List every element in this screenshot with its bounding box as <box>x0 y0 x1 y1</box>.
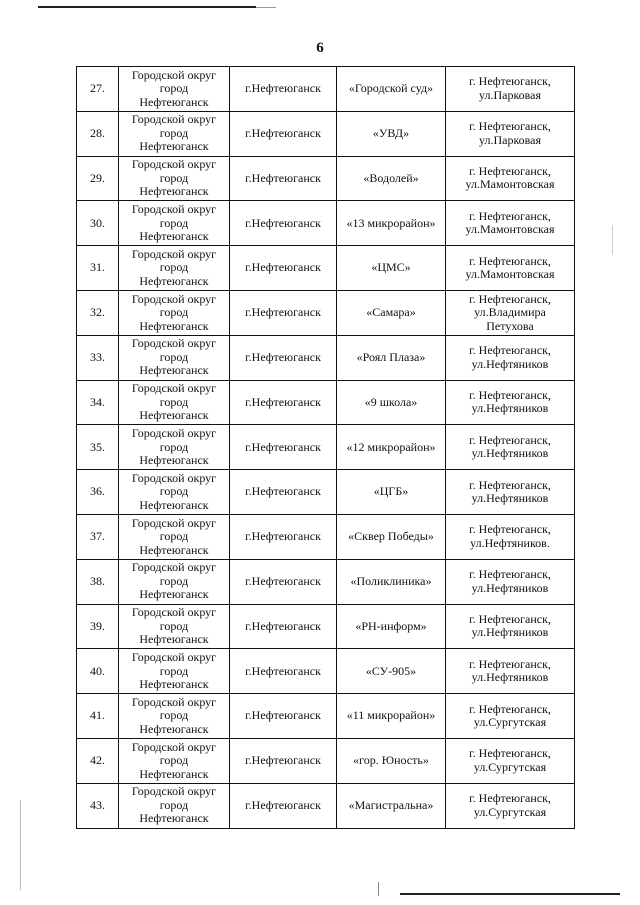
row-number-cell: 38. <box>77 559 119 604</box>
municipality-cell <box>119 111 230 156</box>
address-line: ул.Нефтяников <box>471 491 549 506</box>
stop-name-cell: «СУ-905» <box>337 649 446 694</box>
stop-name-cell: «Магистральна» <box>337 783 446 828</box>
address-line: г. Нефтеюганск, <box>469 119 551 134</box>
municipality-cell <box>119 514 230 559</box>
municipality-line: Городской округ <box>131 202 217 217</box>
municipality-line: Нефтеюганск <box>139 811 209 826</box>
stop-name-cell: «12 микрорайон» <box>337 425 446 470</box>
address-cell <box>446 425 575 470</box>
table-row <box>77 604 575 649</box>
stop-name-cell: «Самара» <box>337 290 446 335</box>
row-number-cell: 34. <box>77 380 119 425</box>
municipality-line: Нефтеюганск <box>139 677 209 691</box>
municipality-line: город <box>159 797 189 812</box>
table-row <box>77 67 575 112</box>
municipality-line: город <box>159 663 189 678</box>
table-row <box>77 290 575 335</box>
municipality-line: Городской округ <box>131 426 217 441</box>
address-line: г. Нефтеюганск, <box>469 432 551 447</box>
address-cell <box>446 380 575 425</box>
stops-table <box>76 66 575 829</box>
table-row <box>77 246 575 291</box>
table-row <box>77 380 575 425</box>
municipality-line: город <box>159 484 189 499</box>
stop-name-cell: «гор. Юность» <box>337 738 446 783</box>
row-number-cell: 36. <box>77 470 119 515</box>
settlement-cell: г.Нефтеюганск <box>230 111 337 156</box>
address-line: ул.Нефтяников <box>471 356 549 371</box>
address-line: ул.Нефтяников <box>471 670 549 685</box>
row-number-cell: 33. <box>77 335 119 380</box>
municipality-line: Нефтеюганск <box>139 632 209 647</box>
municipality-line: Городской округ <box>131 381 217 396</box>
address-line: ул.Нефтяников <box>471 446 549 461</box>
address-line: г. Нефтеюганск, <box>469 701 551 716</box>
municipality-line: Нефтеюганск <box>139 273 209 288</box>
municipality-line: Нефтеюганск <box>139 229 209 244</box>
address-cell <box>446 156 575 201</box>
municipality-cell <box>119 783 230 828</box>
municipality-cell <box>119 156 230 201</box>
table-row <box>77 783 575 828</box>
settlement-cell: г.Нефтеюганск <box>230 604 337 649</box>
stop-name-cell: «9 школа» <box>337 380 446 425</box>
scan-artifact-mark <box>378 882 379 896</box>
municipality-line: город <box>159 81 189 96</box>
municipality-line: Городской округ <box>131 784 217 799</box>
settlement-cell: г.Нефтеюганск <box>230 470 337 515</box>
municipality-line: Городской округ <box>131 336 217 351</box>
stops-table-container <box>76 66 575 829</box>
row-number-cell: 29. <box>77 156 119 201</box>
address-cell <box>446 111 575 156</box>
municipality-cell <box>119 246 230 291</box>
municipality-line: Городской округ <box>131 291 217 306</box>
row-number-cell: 40. <box>77 649 119 694</box>
stop-name-cell: «Сквер Победы» <box>337 514 446 559</box>
municipality-cell <box>119 67 230 112</box>
settlement-cell: г.Нефтеюганск <box>230 380 337 425</box>
municipality-cell <box>119 738 230 783</box>
address-line: ул.Владимира <box>474 305 546 320</box>
municipality-line: Нефтеюганск <box>139 497 209 512</box>
municipality-line: Городской округ <box>131 694 217 709</box>
address-cell <box>446 335 575 380</box>
municipality-line: Городской округ <box>131 650 217 664</box>
stop-name-cell: «ЦМС» <box>337 246 446 291</box>
table-row <box>77 201 575 246</box>
municipality-line: Нефтеюганск <box>139 721 209 736</box>
scan-artifact-mark <box>20 800 21 890</box>
table-row <box>77 514 575 559</box>
municipality-line: Городской округ <box>131 470 217 485</box>
stop-name-cell: «Поликлиника» <box>337 559 446 604</box>
address-line: ул.Мамонтовская <box>465 177 555 192</box>
address-cell <box>446 738 575 783</box>
municipality-line: Городской округ <box>131 560 217 575</box>
municipality-line: Нефтеюганск <box>139 542 209 557</box>
row-number-cell: 28. <box>77 111 119 156</box>
municipality-line: город <box>159 260 189 275</box>
address-line: ул.Мамонтовская <box>465 222 555 237</box>
row-number-cell: 35. <box>77 425 119 470</box>
address-cell <box>446 559 575 604</box>
address-cell <box>446 290 575 335</box>
row-number-cell: 43. <box>77 783 119 828</box>
municipality-line: Нефтеюганск <box>139 184 209 199</box>
municipality-line: Нефтеюганск <box>139 363 209 378</box>
municipality-cell <box>119 559 230 604</box>
municipality-cell <box>119 201 230 246</box>
table-row <box>77 156 575 201</box>
stop-name-cell: «Роял Плаза» <box>337 335 446 380</box>
municipality-cell <box>119 649 230 694</box>
municipality-cell <box>119 425 230 470</box>
settlement-cell: г.Нефтеюганск <box>230 514 337 559</box>
address-line: ул.Нефтяников. <box>470 535 550 550</box>
scan-artifact-line <box>400 893 620 895</box>
address-line: ул.Нефтяников <box>471 580 549 595</box>
row-number-cell: 37. <box>77 514 119 559</box>
row-number-cell: 27. <box>77 67 119 112</box>
municipality-line: Городской округ <box>131 67 217 82</box>
address-cell <box>446 246 575 291</box>
municipality-cell <box>119 290 230 335</box>
row-number-cell: 31. <box>77 246 119 291</box>
address-line: г. Нефтеюганск, <box>469 567 551 582</box>
municipality-line: Городской округ <box>131 157 217 172</box>
address-line: ул.Нефтяников <box>471 401 549 416</box>
address-cell <box>446 694 575 739</box>
address-line: г. Нефтеюганск, <box>469 611 551 626</box>
row-number-cell: 39. <box>77 604 119 649</box>
address-line: г. Нефтеюганск, <box>469 791 551 806</box>
settlement-cell: г.Нефтеюганск <box>230 335 337 380</box>
municipality-line: Городской округ <box>131 112 217 127</box>
address-line: ул.Парковая <box>478 132 542 147</box>
address-line: ул.Сургутская <box>473 715 547 730</box>
table-row <box>77 559 575 604</box>
stop-name-cell: «Водолей» <box>337 156 446 201</box>
address-line: г. Нефтеюганск, <box>469 343 551 358</box>
settlement-cell: г.Нефтеюганск <box>230 246 337 291</box>
address-cell <box>446 783 575 828</box>
scan-artifact-line <box>256 7 276 8</box>
municipality-line: Нефтеюганск <box>139 766 209 781</box>
address-line: г. Нефтеюганск, <box>469 163 551 178</box>
municipality-line: город <box>159 708 189 723</box>
municipality-line: город <box>159 125 189 140</box>
page-number: 6 <box>316 40 324 56</box>
municipality-line: Нефтеюганск <box>139 139 209 154</box>
settlement-cell: г.Нефтеюганск <box>230 649 337 694</box>
municipality-line: город <box>159 349 189 364</box>
municipality-line: Нефтеюганск <box>139 318 209 333</box>
table-row <box>77 738 575 783</box>
stop-name-cell: «РН-информ» <box>337 604 446 649</box>
municipality-line: город <box>159 305 189 320</box>
settlement-cell: г.Нефтеюганск <box>230 783 337 828</box>
municipality-line: город <box>159 753 189 768</box>
stop-name-cell: «Городской суд» <box>337 67 446 112</box>
stop-name-cell: «13 микрорайон» <box>337 201 446 246</box>
address-cell <box>446 67 575 112</box>
address-line: ул.Сургутская <box>473 759 547 774</box>
address-line: г. Нефтеюганск, <box>469 477 551 492</box>
municipality-line: Городской округ <box>131 605 217 620</box>
stops-table-body <box>77 67 575 829</box>
municipality-cell <box>119 470 230 515</box>
address-line: ул.Парковая <box>478 87 542 102</box>
settlement-cell: г.Нефтеюганск <box>230 156 337 201</box>
table-row <box>77 649 575 694</box>
address-line: Петухова <box>486 318 534 333</box>
scan-artifact-mark <box>612 225 613 255</box>
address-line: ул.Нефтяников <box>471 625 549 640</box>
municipality-line: Нефтеюганск <box>139 94 209 109</box>
scan-artifact-line <box>38 6 256 8</box>
address-line: г. Нефтеюганск, <box>469 253 551 268</box>
address-cell <box>446 201 575 246</box>
row-number-cell: 30. <box>77 201 119 246</box>
municipality-line: город <box>159 529 189 544</box>
address-line: г. Нефтеюганск, <box>469 522 551 537</box>
municipality-line: город <box>159 573 189 588</box>
row-number-cell: 41. <box>77 694 119 739</box>
address-cell <box>446 649 575 694</box>
row-number-cell: 32. <box>77 290 119 335</box>
municipality-line: город <box>159 215 189 230</box>
settlement-cell: г.Нефтеюганск <box>230 201 337 246</box>
address-cell <box>446 514 575 559</box>
municipality-line: Городской округ <box>131 739 217 754</box>
municipality-cell <box>119 335 230 380</box>
municipality-line: Городской округ <box>131 246 217 261</box>
address-line: г. Нефтеюганск, <box>469 746 551 761</box>
municipality-cell <box>119 694 230 739</box>
settlement-cell: г.Нефтеюганск <box>230 290 337 335</box>
settlement-cell: г.Нефтеюганск <box>230 425 337 470</box>
municipality-line: город <box>159 439 189 454</box>
address-line: г. Нефтеюганск, <box>469 208 551 223</box>
municipality-line: город <box>159 394 189 409</box>
municipality-line: Нефтеюганск <box>139 408 209 423</box>
municipality-cell <box>119 380 230 425</box>
address-line: г. Нефтеюганск, <box>469 656 551 671</box>
municipality-line: Городской округ <box>131 515 217 530</box>
municipality-line: Нефтеюганск <box>139 587 209 602</box>
municipality-cell <box>119 604 230 649</box>
settlement-cell: г.Нефтеюганск <box>230 694 337 739</box>
address-line: г. Нефтеюганск, <box>469 291 551 306</box>
address-line: ул.Сургутская <box>473 804 547 819</box>
table-row <box>77 694 575 739</box>
municipality-line: город <box>159 170 189 185</box>
address-cell <box>446 470 575 515</box>
stop-name-cell: «ЦГБ» <box>337 470 446 515</box>
settlement-cell: г.Нефтеюганск <box>230 559 337 604</box>
address-line: г. Нефтеюганск, <box>469 387 551 402</box>
table-row <box>77 335 575 380</box>
municipality-line: город <box>159 618 189 633</box>
stop-name-cell: «УВД» <box>337 111 446 156</box>
address-line: ул.Мамонтовская <box>465 267 555 282</box>
settlement-cell: г.Нефтеюганск <box>230 738 337 783</box>
table-row <box>77 111 575 156</box>
stop-name-cell: «11 микрорайон» <box>337 694 446 739</box>
row-number-cell: 42. <box>77 738 119 783</box>
table-row <box>77 425 575 470</box>
table-row <box>77 470 575 515</box>
address-cell <box>446 604 575 649</box>
address-line: г. Нефтеюганск, <box>469 74 551 89</box>
settlement-cell: г.Нефтеюганск <box>230 67 337 112</box>
municipality-line: Нефтеюганск <box>139 453 209 468</box>
